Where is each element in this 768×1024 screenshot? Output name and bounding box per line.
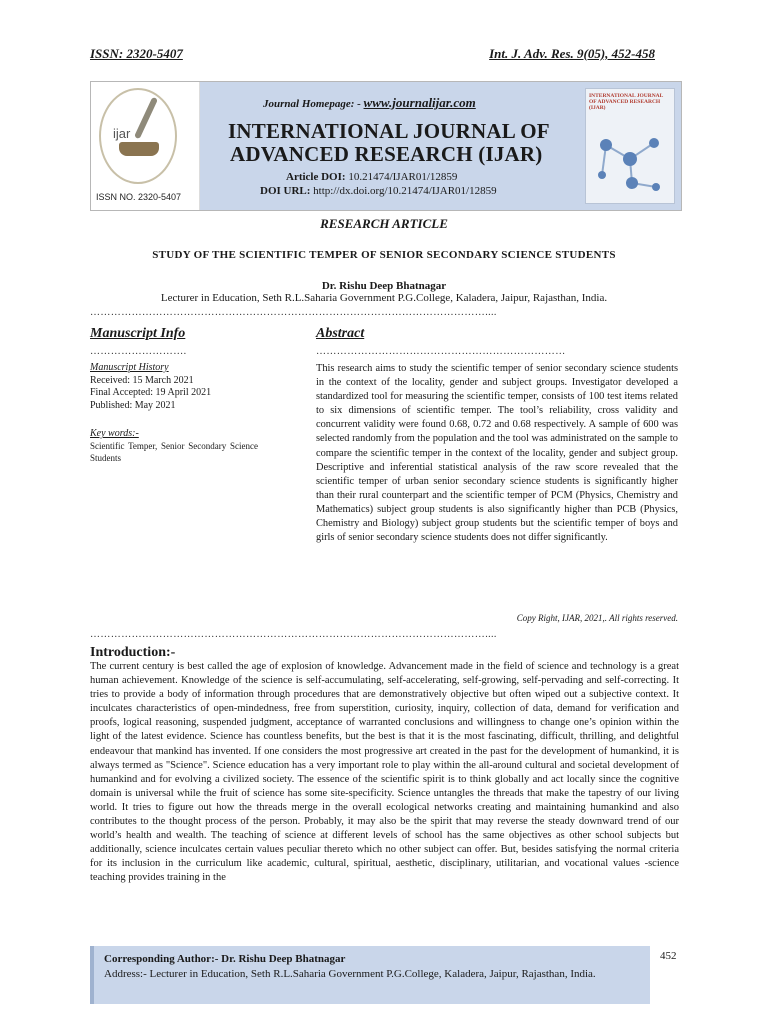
running-header [90,46,655,62]
divider-top: …………………………………………………………………………………………………….... [90,307,497,318]
manuscript-history [90,362,211,412]
molecule-icon [592,125,668,197]
page-number: 452 [660,950,677,962]
divider-bottom: …………………………………………………………………………………………………….... [90,629,497,640]
abstract-heading: Abstract [316,326,365,341]
citation-label: Int. J. Adv. Res. 9(05), 452-458 [489,46,655,61]
received-date: Received: 15 March 2021 [90,374,194,386]
keywords-label-wrap [90,428,139,441]
article-type: RESEARCH ARTICLE [320,216,448,231]
journal-title [228,120,550,166]
journal-cover-thumbnail [585,88,675,204]
doi-url-link[interactable]: http://dx.doi.org/10.21474/IJAR01/12859 [313,185,497,197]
doi-block [260,170,497,198]
homepage-label: Journal Homepage: - [263,98,361,110]
book-icon [119,142,159,156]
history-label: Manuscript History [90,362,169,373]
journal-banner [90,81,682,211]
abstract-text: This research aims to study the scientific temper of senior secondary science students in the context of the locality, gender and subject groups. Investigator developed a standardized tool for measuring the scientific temper, consists of 100 test items related to six dimensions of scientific temper. The tool’s reliability, cross validity and concurrent validity were found 0.68, 0.72 and 0.68 respectively. A sample of 600 was selected randomly from the population and the tool was administrated on the sample to compare the scientific temper in the context of the locality, gender and subject group. Descriptive and inferential statistical analysis of the raw score revealed that the scientific temper of urban senior secondary science students is significantly higher than their rural counterpart and the scientific temper of PCM (Physics, Chemistry and Mathematics) subject group students is also significantly higher than PCB (Physics, Chemistry and Biology) subject group students but the scientific temper of boys and girls of senior secondary science students does not differ significantly. [316,363,678,544]
journal-title-line2: ADVANCED RESEARCH (IJAR) [230,142,543,166]
keywords-label: Key words:- [90,428,139,439]
logo-issn: ISSN NO. 2320-5407 [96,192,182,202]
author-address: Address:- Lecturer in Education, Seth R.L.Saharia Government P.G.College, Kaladera, Jaipur, Rajasthan, India. [104,968,596,980]
introduction-heading: Introduction:- [90,645,176,660]
copyright: Copy Right, IJAR, 2021,. All rights reserved. [516,613,678,623]
manuscript-info-heading: Manuscript Info [90,326,186,341]
doi-label: Article DOI: [286,171,346,183]
published-date: Published: May 2021 [90,399,176,411]
corresponding-author-box [90,946,650,1004]
keywords: Scientific Temper, Senior Secondary Science Students [90,441,258,463]
doi-value: 10.21474/IJAR01/12859 [348,171,458,183]
accepted-date: Final Accepted: 19 April 2021 [90,387,212,398]
cover-title: INTERNATIONAL JOURNAL OF ADVANCED RESEARCH (IJAR) [589,93,664,111]
journal-title-line1: INTERNATIONAL JOURNAL OF [228,119,550,143]
journal-homepage [263,95,476,111]
divider-right: ……………………………………………………………… [316,346,566,357]
ijar-logo [91,82,200,210]
doi-url-label: DOI URL: [260,185,311,197]
corresponding-author: Corresponding Author:- Dr. Rishu Deep Bhatnagar [104,953,346,965]
introduction-text: The current century is best called the age of explosion of knowledge. Advancement made in the field of science and technology is a great human achievement. Knowledge of the science is self-accumulating, self-accelerating, self-growing, self-pervading and self-correcting. It tries to provide a body of information through procedures that are demonstratively objective but often wiped out a subjective context. It inculcates characteristics of open-mindedness, free from superstition, curiosity, inquiry, collection of data, demand for verification and proofs, logical reasoning, suspended judgment, acceptance of warranted conclusions and willingness to change one’s opinion within the light of the latest evidence. Science has countless benefits, but the best is that it is the most fascinating, difficult, thrilling, and delightful endeavour that mankind has invented. If one considers the most progressive art created in the past for the development of humankind, it is always termed as "Science". Science education has a very important role to play within the all-around cultural and societal development of humankind and for evolving a civilized society. The essence of the scientific spirit is to think globally and act locally since the cognitive domain is universal while the fruit of science has some site-specificity. Science untangles the threads that make the tapestry of our living world. It tries to figure out how the threads merge in the overall ecological networks creating and maintaining humankind and also contributes to the thought process of the person. Probably, it may also be the spirit that may reverse the steady downward trend of our world’s health and wealth. The teaching of science at different levels of school has the same objectives as other school subjects but additionally, science inculcates certain values peculiar thereto which no other subject can offer. But, besides satisfying the normal criteria for its inclusion in the curriculum like academic, cultural, spiritual, aesthetic, disciplinary, utilitarian, and vocational values -science teaching provides training in the [90,661,679,884]
banner-band [200,82,681,210]
divider-left: ………………………. [90,346,187,357]
author-name: Dr. Rishu Deep Bhatnagar [321,280,447,292]
paper-title: STUDY OF THE SCIENTIFIC TEMPER OF SENIOR SECONDARY SCIENCE STUDENTS [152,249,616,261]
logo-text: ijar [113,126,131,141]
homepage-link[interactable]: www.journalijar.com [363,95,476,110]
issn-label: ISSN: 2320-5407 [90,46,183,61]
author-affiliation: Lecturer in Education, Seth R.L.Saharia Government P.G.College, Kaladera, Jaipur, Rajasthan, India. [160,292,608,304]
